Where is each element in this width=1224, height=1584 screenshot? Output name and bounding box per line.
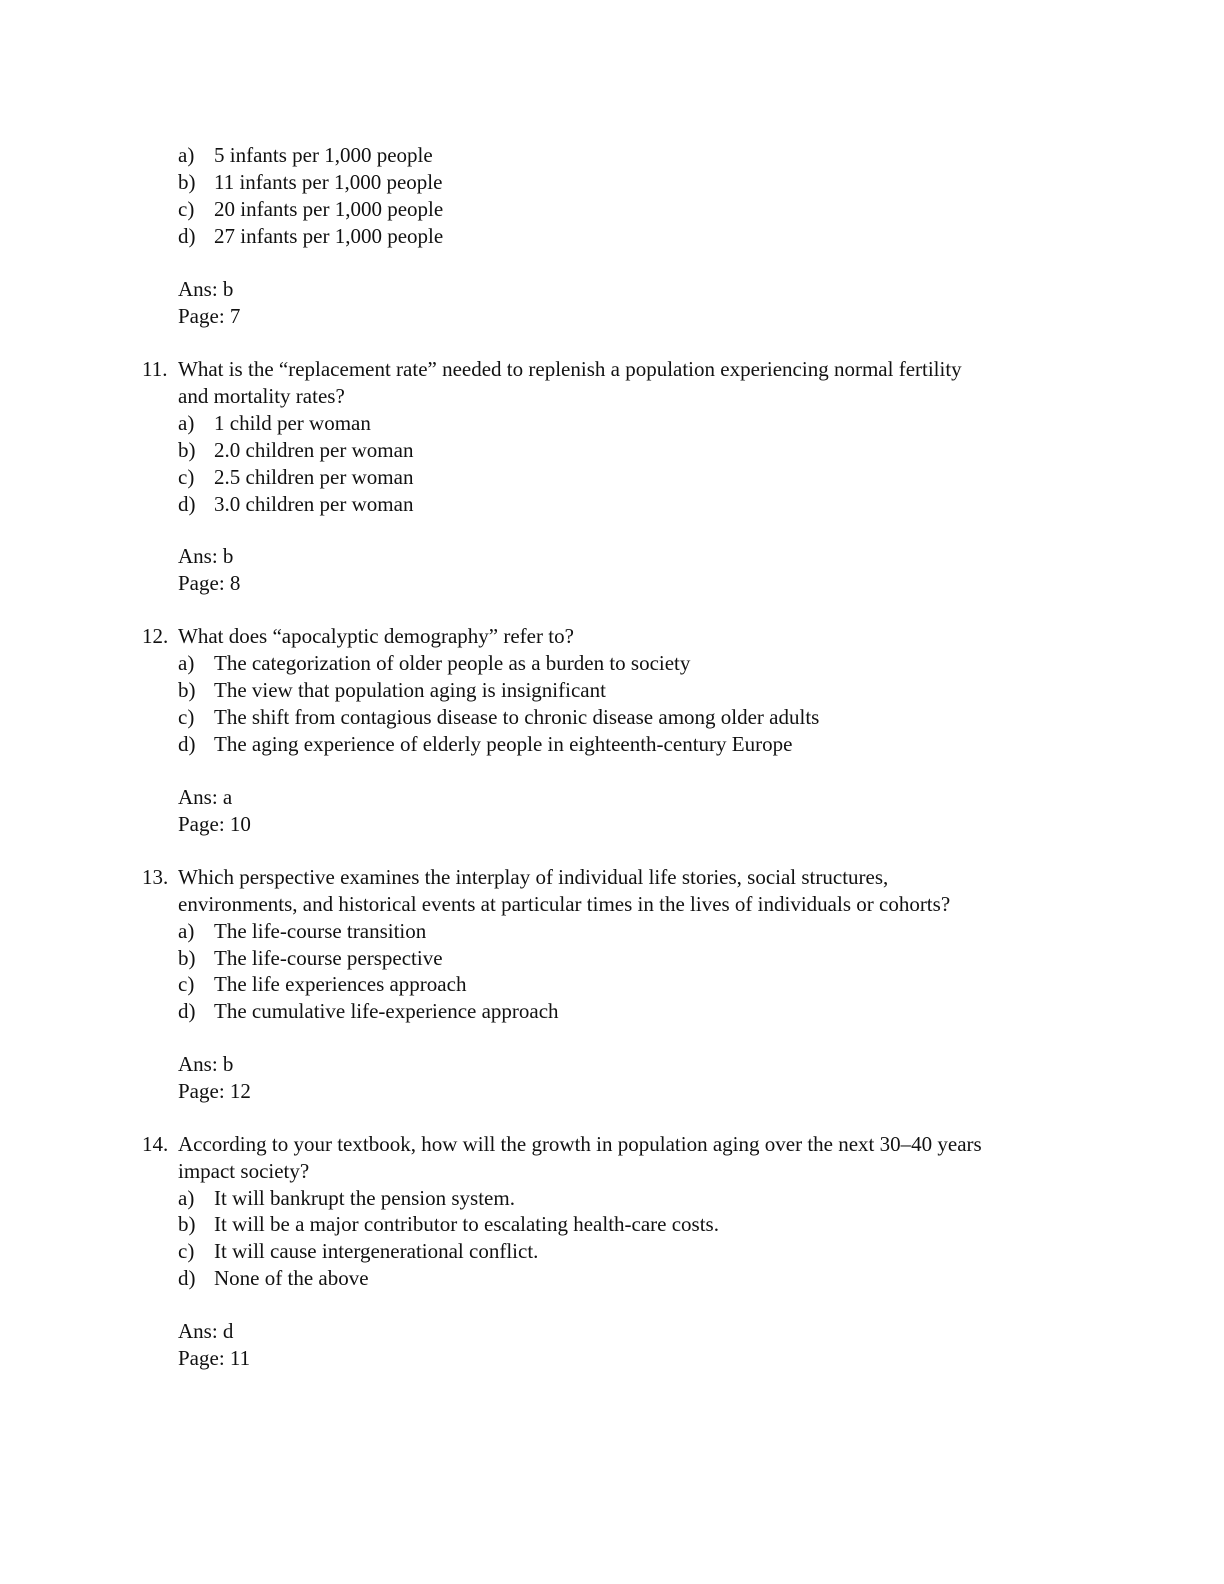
answer-line: Ans: b — [178, 544, 234, 568]
option-letter: b) — [178, 170, 196, 194]
option-letter: b) — [178, 946, 196, 970]
option-text: The cumulative life-experience approach — [214, 999, 559, 1023]
option-letter: a) — [178, 651, 195, 675]
page-reference: Page: 12 — [178, 1079, 251, 1103]
option-letter: d) — [178, 492, 196, 516]
option-text: 3.0 children per woman — [214, 492, 414, 516]
option-letter: a) — [178, 1186, 195, 1210]
option-letter: c) — [178, 197, 195, 221]
option-text: 2.5 children per woman — [214, 465, 414, 489]
question-text-line: and mortality rates? — [178, 384, 345, 408]
option-text: 2.0 children per woman — [214, 438, 414, 462]
answer-line: Ans: d — [178, 1319, 234, 1343]
option-letter: a) — [178, 919, 195, 943]
option-text: The aging experience of elderly people in eighteenth-century Europe — [214, 732, 793, 756]
question-text-line: impact society? — [178, 1159, 310, 1183]
option-text: The categorization of older people as a burden to society — [214, 651, 691, 675]
question-text-line: According to your textbook, how will the growth in population aging over the next 30–40 years — [178, 1132, 982, 1156]
option-text: The shift from contagious disease to chronic disease among older adults — [214, 705, 820, 729]
option-letter: c) — [178, 465, 195, 489]
option-letter: d) — [178, 999, 196, 1023]
option-letter: b) — [178, 1212, 196, 1236]
option-text: It will cause intergenerational conflict. — [214, 1239, 539, 1263]
option-text: None of the above — [214, 1266, 369, 1290]
option-text: 20 infants per 1,000 people — [214, 197, 444, 221]
option-letter: d) — [178, 224, 196, 248]
page-reference: Page: 8 — [178, 571, 241, 595]
option-text: 11 infants per 1,000 people — [214, 170, 443, 194]
option-text: The life experiences approach — [214, 972, 467, 996]
question-text-line: What is the “replacement rate” needed to replenish a population experiencing normal fertility — [178, 357, 962, 381]
question-number: 14. — [142, 1132, 169, 1156]
question-text-line: environments, and historical events at particular times in the lives of individuals or cohorts? — [178, 892, 951, 916]
option-letter: c) — [178, 1239, 195, 1263]
page-reference: Page: 10 — [178, 812, 251, 836]
answer-line: Ans: b — [178, 1052, 234, 1076]
option-text: 5 infants per 1,000 people — [214, 143, 433, 167]
question-number: 12. — [142, 624, 169, 648]
page-reference: Page: 7 — [178, 304, 241, 328]
page-reference: Page: 11 — [178, 1346, 251, 1370]
option-text: The view that population aging is insignificant — [214, 678, 606, 702]
answer-line: Ans: b — [178, 277, 234, 301]
option-text: 27 infants per 1,000 people — [214, 224, 444, 248]
question-number: 13. — [142, 865, 169, 889]
option-letter: b) — [178, 678, 196, 702]
option-text: 1 child per woman — [214, 411, 371, 435]
option-letter: d) — [178, 1266, 196, 1290]
option-letter: b) — [178, 438, 196, 462]
question-text-line: What does “apocalyptic demography” refer to? — [178, 624, 574, 648]
answer-line: Ans: a — [178, 785, 233, 809]
option-letter: d) — [178, 732, 196, 756]
option-letter: c) — [178, 705, 195, 729]
option-text: The life-course perspective — [214, 946, 443, 970]
option-text: It will be a major contributor to escalating health-care costs. — [214, 1212, 719, 1236]
option-letter: a) — [178, 411, 195, 435]
option-letter: a) — [178, 143, 195, 167]
option-text: It will bankrupt the pension system. — [214, 1186, 515, 1210]
option-text: The life-course transition — [214, 919, 427, 943]
question-text-line: Which perspective examines the interplay of individual life stories, social structures, — [178, 865, 889, 889]
option-letter: c) — [178, 972, 195, 996]
question-number: 11. — [142, 357, 168, 381]
